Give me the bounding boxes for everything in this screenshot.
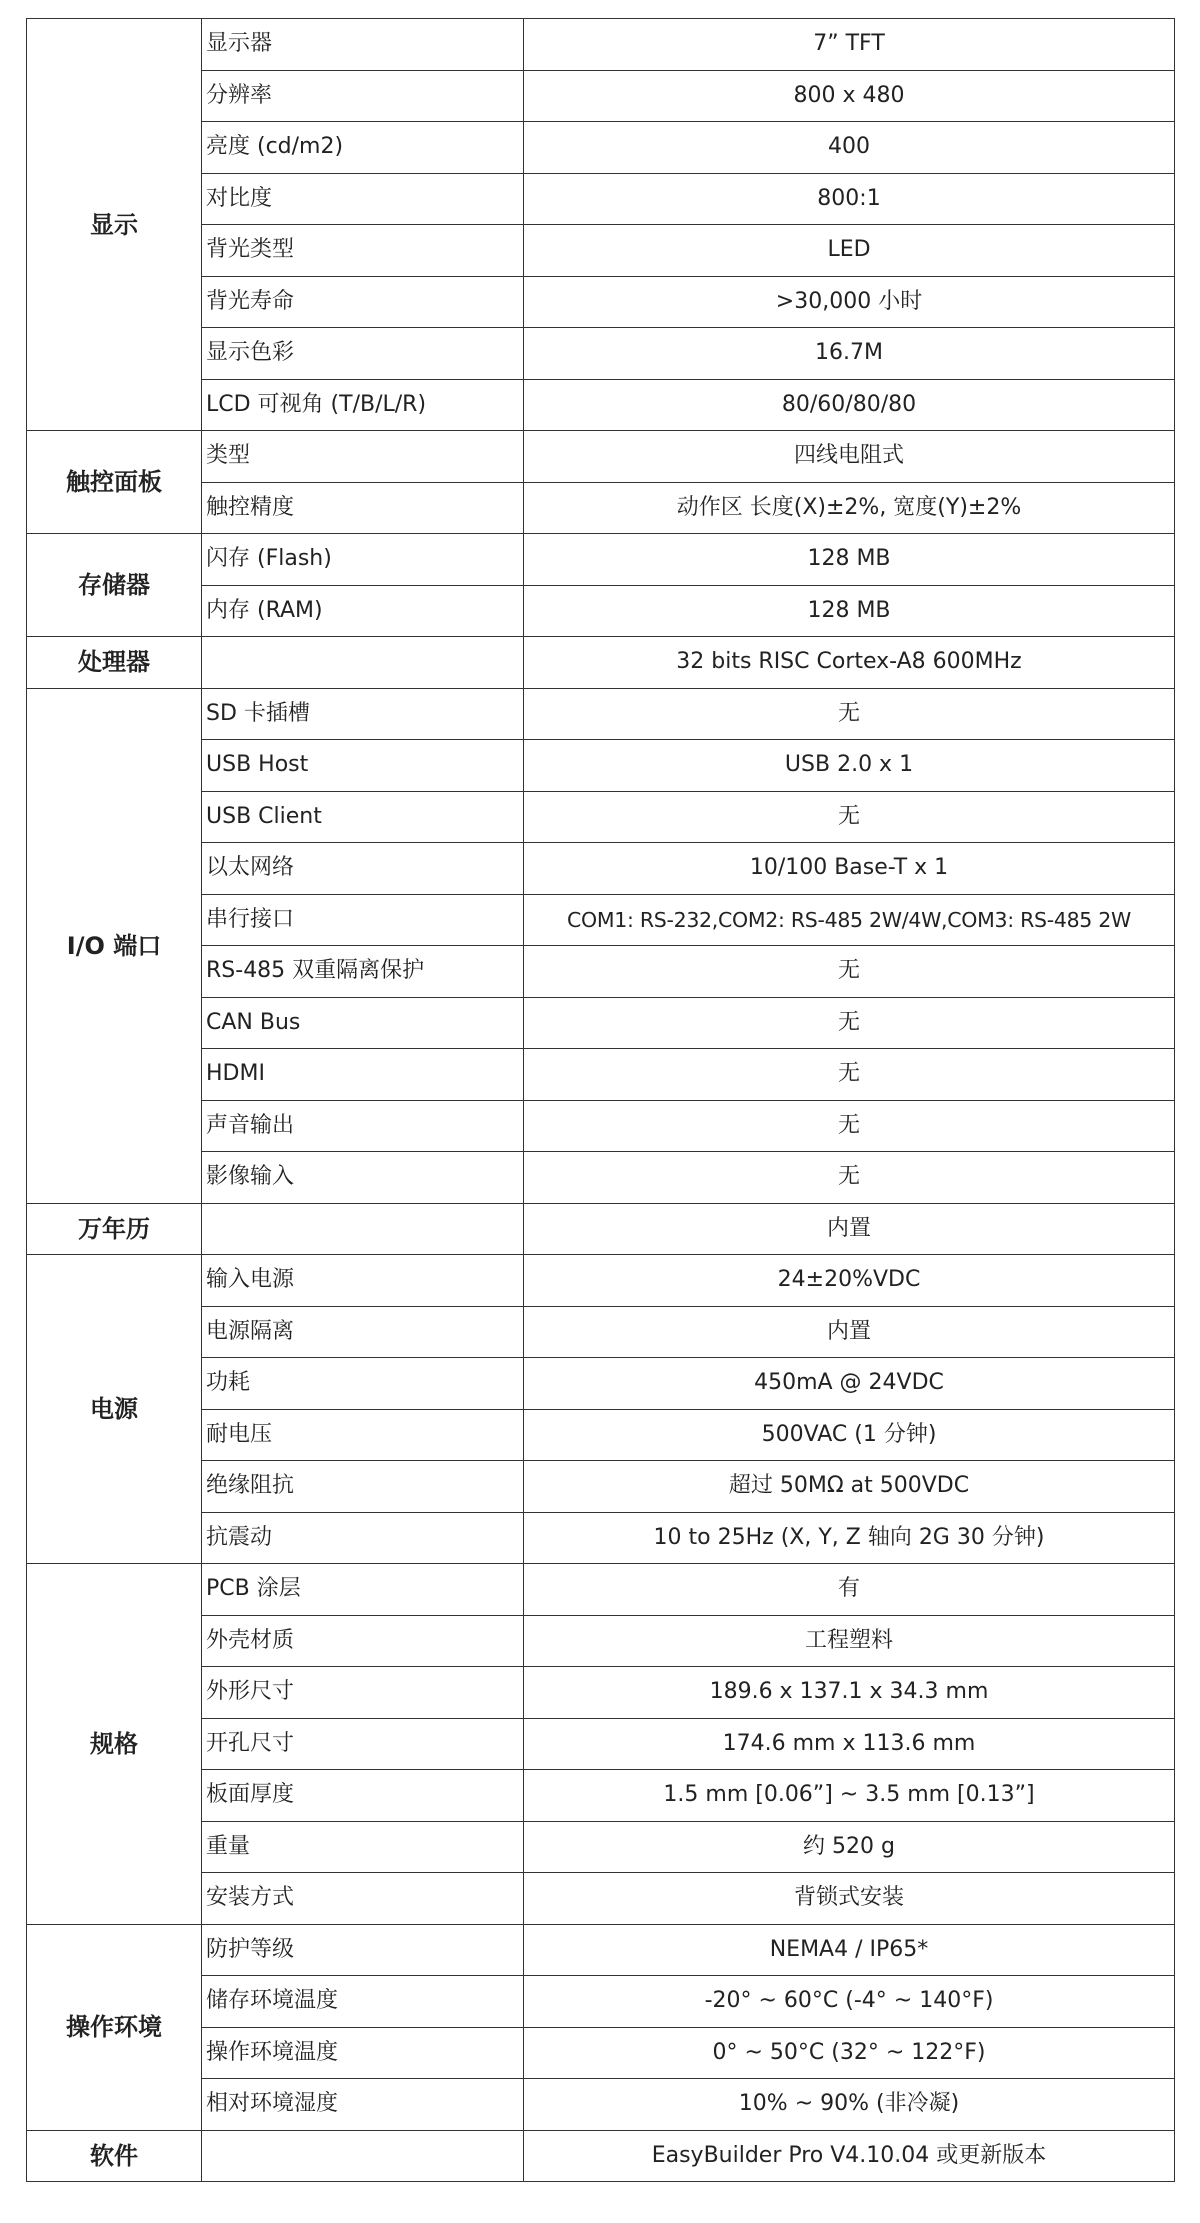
spec-value-cell: 10% ~ 90% (非冷凝) [524,2079,1175,2131]
spec-label-cell: 背光寿命 [202,276,524,328]
spec-label-cell: USB Client [202,791,524,843]
spec-label-cell: 绝缘阻抗 [202,1461,524,1513]
spec-value-cell: EasyBuilder Pro V4.10.04 或更新版本 [524,2130,1175,2182]
spec-label-cell: 储存环境温度 [202,1976,524,2028]
spec-label-cell: RS-485 双重隔离保护 [202,946,524,998]
spec-value-cell: 四线电阻式 [524,431,1175,483]
category-cell: 显示 [27,19,202,431]
spec-value-cell: 有 [524,1564,1175,1616]
category-cell: 万年历 [27,1203,202,1255]
spec-value-cell: 无 [524,688,1175,740]
spec-value-cell: 无 [524,791,1175,843]
category-cell: 处理器 [27,637,202,689]
spec-value-cell: 内置 [524,1306,1175,1358]
spec-label-cell: SD 卡插槽 [202,688,524,740]
spec-label-cell [202,1203,524,1255]
spec-label-cell: USB Host [202,740,524,792]
spec-value-cell: 无 [524,1152,1175,1204]
spec-label-cell: 触控精度 [202,482,524,534]
spec-value-cell: NEMA4 / IP65* [524,1924,1175,1976]
spec-label-cell: 重量 [202,1821,524,1873]
spec-row [27,19,1175,71]
spec-value-cell: 128 MB [524,585,1175,637]
category-cell: 操作环境 [27,1924,202,2130]
spec-label-cell: 闪存 (Flash) [202,534,524,586]
category-cell: 触控面板 [27,431,202,534]
spec-label-cell [202,637,524,689]
spec-value-cell: 无 [524,997,1175,1049]
spec-value-cell: 约 520 g [524,1821,1175,1873]
spec-value-cell: 400 [524,122,1175,174]
spec-value-cell: 1.5 mm [0.06”] ~ 3.5 mm [0.13”] [524,1770,1175,1822]
spec-value-cell: 128 MB [524,534,1175,586]
spec-label-cell: 耐电压 [202,1409,524,1461]
category-cell: 规格 [27,1564,202,1925]
spec-label-cell [202,2130,524,2182]
spec-label-cell: 输入电源 [202,1255,524,1307]
spec-label-cell: LCD 可视角 (T/B/L/R) [202,379,524,431]
spec-row [27,637,1175,689]
spec-row [27,1203,1175,1255]
spec-label-cell: 相对环境湿度 [202,2079,524,2131]
category-cell: I/O 端口 [27,688,202,1203]
spec-value-cell: 16.7M [524,328,1175,380]
category-cell: 存储器 [27,534,202,637]
spec-label-cell: 操作环境温度 [202,2027,524,2079]
spec-value-cell: 10/100 Base-T x 1 [524,843,1175,895]
spec-value-cell: 24±20%VDC [524,1255,1175,1307]
spec-value-cell: 7” TFT [524,19,1175,71]
spec-label-cell: 串行接口 [202,894,524,946]
spec-row [27,1564,1175,1616]
spec-label-cell: 对比度 [202,173,524,225]
spec-value-cell: 80/60/80/80 [524,379,1175,431]
spec-label-cell: 显示色彩 [202,328,524,380]
spec-label-cell: 防护等级 [202,1924,524,1976]
spec-table [26,18,1175,2182]
spec-label-cell: HDMI [202,1049,524,1101]
spec-label-cell: PCB 涂层 [202,1564,524,1616]
spec-value-cell: 无 [524,1100,1175,1152]
spec-value-cell: LED [524,225,1175,277]
spec-row [27,2130,1175,2182]
spec-label-cell: 抗震动 [202,1512,524,1564]
spec-label-cell: 类型 [202,431,524,483]
spec-value-cell: 189.6 x 137.1 x 34.3 mm [524,1667,1175,1719]
spec-label-cell: 影像输入 [202,1152,524,1204]
spec-label-cell: 背光类型 [202,225,524,277]
spec-value-cell: 0° ~ 50°C (32° ~ 122°F) [524,2027,1175,2079]
spec-label-cell: 内存 (RAM) [202,585,524,637]
spec-label-cell: 功耗 [202,1358,524,1410]
spec-value-cell: -20° ~ 60°C (-4° ~ 140°F) [524,1976,1175,2028]
spec-value-cell: 超过 50MΩ at 500VDC [524,1461,1175,1513]
spec-label-cell: CAN Bus [202,997,524,1049]
spec-value-cell: 500VAC (1 分钟) [524,1409,1175,1461]
spec-value-cell: 32 bits RISC Cortex-A8 600MHz [524,637,1175,689]
spec-value-cell: 内置 [524,1203,1175,1255]
spec-label-cell: 显示器 [202,19,524,71]
spec-value-cell: COM1: RS-232,COM2: RS-485 2W/4W,COM3: RS-485 2W [524,894,1175,946]
spec-label-cell: 电源隔离 [202,1306,524,1358]
spec-table-body [27,19,1175,2182]
spec-row [27,1924,1175,1976]
category-cell: 软件 [27,2130,202,2182]
spec-label-cell: 板面厚度 [202,1770,524,1822]
spec-label-cell: 声音输出 [202,1100,524,1152]
category-cell: 电源 [27,1255,202,1564]
spec-value-cell: 无 [524,946,1175,998]
spec-label-cell: 外形尺寸 [202,1667,524,1719]
spec-row [27,1255,1175,1307]
spec-label-cell: 亮度 (cd/m2) [202,122,524,174]
spec-value-cell: 800:1 [524,173,1175,225]
spec-label-cell: 安装方式 [202,1873,524,1925]
spec-value-cell: 无 [524,1049,1175,1101]
spec-value-cell: 动作区 长度(X)±2%, 宽度(Y)±2% [524,482,1175,534]
spec-value-cell: >30,000 小时 [524,276,1175,328]
spec-label-cell: 分辨率 [202,70,524,122]
spec-row [27,688,1175,740]
spec-value-cell: USB 2.0 x 1 [524,740,1175,792]
spec-value-cell: 10 to 25Hz (X, Y, Z 轴向 2G 30 分钟) [524,1512,1175,1564]
spec-label-cell: 以太网络 [202,843,524,895]
spec-label-cell: 外壳材质 [202,1615,524,1667]
spec-value-cell: 工程塑料 [524,1615,1175,1667]
spec-value-cell: 174.6 mm x 113.6 mm [524,1718,1175,1770]
spec-label-cell: 开孔尺寸 [202,1718,524,1770]
spec-row [27,431,1175,483]
spec-row [27,534,1175,586]
spec-value-cell: 450mA @ 24VDC [524,1358,1175,1410]
spec-value-cell: 背锁式安装 [524,1873,1175,1925]
spec-value-cell: 800 x 480 [524,70,1175,122]
